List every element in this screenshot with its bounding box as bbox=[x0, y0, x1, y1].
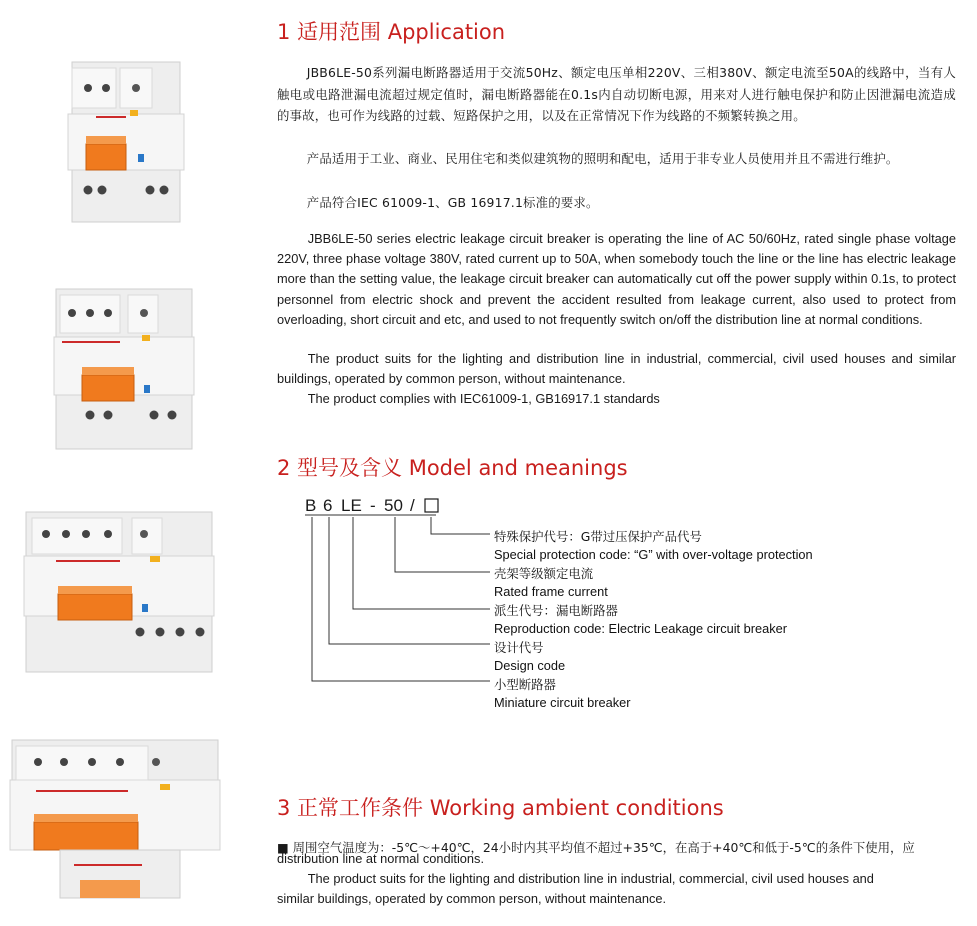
application-cn-paragraph-1: JBB6LE-50系列漏电断路器适用于交流50Hz、额定电压单相220V、三相380V、额定电流至50A的线路中，当有人触电或电路泄漏电流超过规定值时，漏电断路器能在0.1s内自动切断电源，用来对人进行触电保护和防止因泄漏电流造成的事故，也可作为线路的过载、短路保护之用，以及在正常情况下作为线路的不频繁转换之用。 bbox=[277, 65, 956, 123]
section-heading-model: 2 型号及含义 Model and meanings bbox=[277, 456, 628, 480]
model-item-3-cn: 派生代号：漏电断路器 bbox=[494, 603, 618, 618]
application-en-paragraph-2: The product suits for the lighting and distribution line in industrial, commercial, civil used houses and similar buildings, operated by common person, without maintenance. bbox=[277, 351, 956, 387]
model-item-1-cn: 特殊保护代号：G带过压保护产品代号 bbox=[494, 529, 702, 544]
model-item-2-cn: 壳架等级额定电流 bbox=[494, 566, 594, 581]
repeated-fragment-line-3-cropped: similar buildings, operated by common person, without maintenance. bbox=[277, 891, 667, 906]
code-part-current: 50 bbox=[384, 496, 403, 515]
product-image-4-pole-breaker-large bbox=[10, 740, 220, 850]
model-item-5-en: Miniature circuit breaker bbox=[494, 695, 631, 710]
model-item-4-cn: 设计代号 bbox=[494, 640, 544, 655]
model-item-3-en: Reproduction code: Electric Leakage circuit breaker bbox=[494, 621, 788, 636]
conditions-first-line-cropped: ■ 周围空气温度为：-5℃～+40℃，24小时内其平均值不超过+35℃，在高于+40℃和低于-5℃的条件下使用，应 bbox=[277, 840, 915, 855]
repeated-fragment-line-1: distribution line at normal conditions. bbox=[277, 851, 484, 866]
model-item-5-cn: 小型断路器 bbox=[494, 677, 556, 692]
product-image-3-pole-breaker bbox=[54, 289, 194, 449]
application-cn-paragraph-3: 产品符合IEC 61009-1、GB 16917.1标准的要求。 bbox=[306, 195, 599, 210]
product-image-breaker-cropped bbox=[60, 850, 180, 898]
model-item-1-en: Special protection code: “G” with over-voltage protection bbox=[494, 547, 813, 562]
code-part-special-box bbox=[425, 499, 438, 512]
code-part-dash: - bbox=[370, 496, 376, 515]
application-cn-paragraph-2: 产品适用于工业、商业、民用住宅和类似建筑物的照明和配电，适用于非专业人员使用并且不需进行维护。 bbox=[306, 151, 899, 166]
code-part-slash: / bbox=[410, 496, 415, 515]
application-en-paragraph-1: JBB6LE-50 series electric leakage circuit breaker is operating the line of AC 50/60Hz, rated single phase voltage 220V, three phase voltage 380V, rated current up to 50A, when somebody touch the line or the line has electric leakage more than the setting value, the leakage circuit breaker can automatically cut off the power supply within 0.1s, to protect personnel from electric shock and prevent the accident resulted from leakage current, also used to protect from overloading, short circuit and etc, and used to not frequently switch on/off the distribution line at normal conditions. bbox=[277, 231, 956, 327]
code-part-derivative: LE bbox=[341, 496, 362, 515]
product-image-4-pole-breaker bbox=[24, 512, 214, 672]
repeated-fragment-line-2: The product suits for the lighting and distribution line in industrial, commercial, civil used houses and bbox=[307, 871, 874, 886]
model-item-4-en: Design code bbox=[494, 658, 566, 673]
product-image-2-pole-breaker bbox=[64, 62, 190, 222]
application-en-paragraph-3: The product complies with IEC61009-1, GB16917.1 standards bbox=[307, 391, 660, 406]
code-part-design: 6 bbox=[323, 496, 333, 515]
model-item-2-en: Rated frame current bbox=[494, 584, 608, 599]
section-heading-conditions: 3 正常工作条件 Working ambient conditions bbox=[277, 796, 724, 820]
code-part-series: B bbox=[305, 496, 317, 515]
section-heading-application: 1 适用范围 Application bbox=[277, 20, 506, 44]
